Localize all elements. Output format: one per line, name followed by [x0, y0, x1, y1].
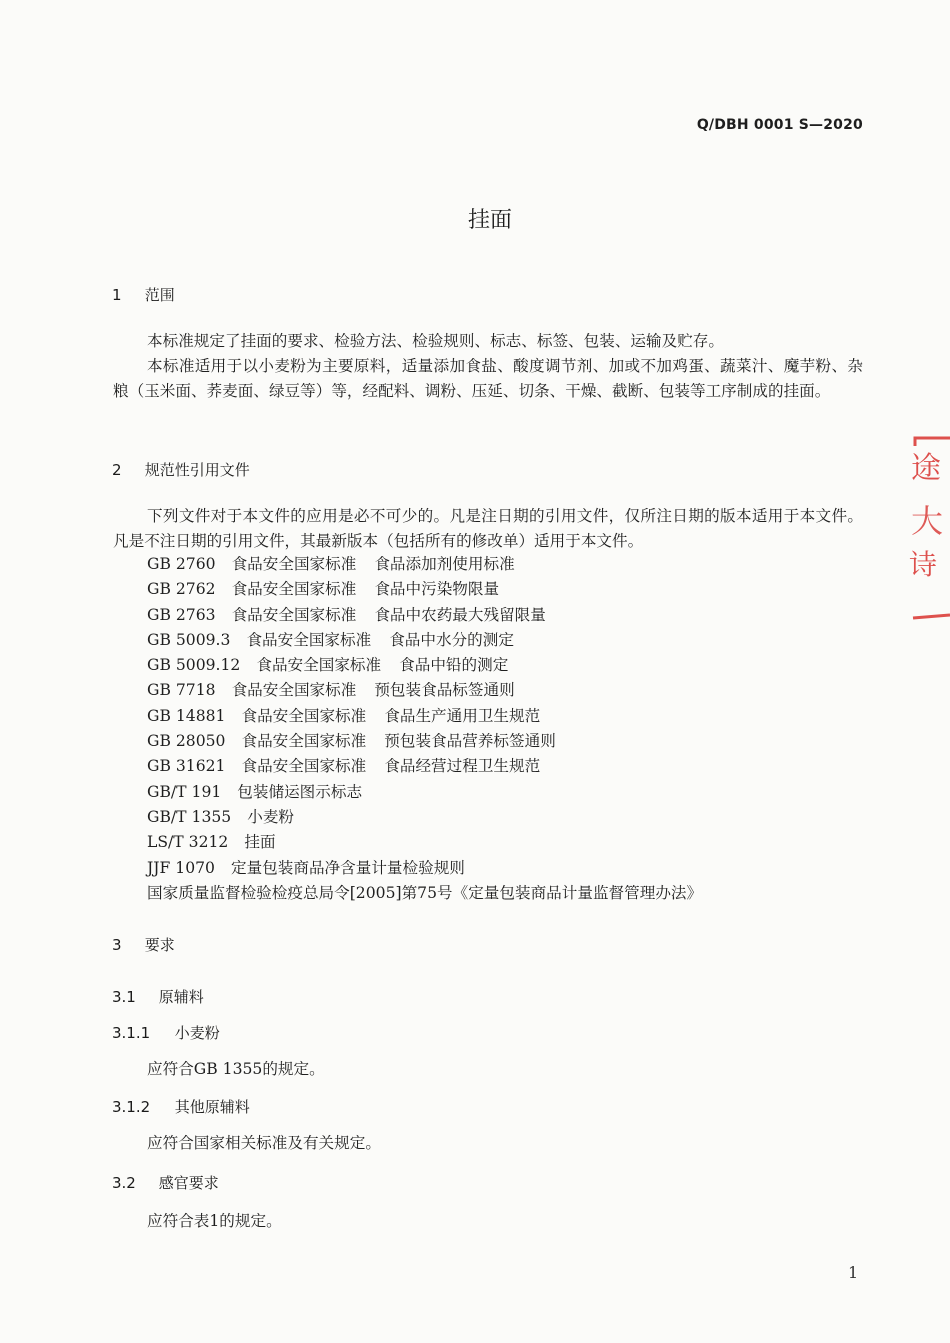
- reference-title: 食品安全国家标准: [231, 555, 357, 573]
- reference-title: 食品安全国家标准: [241, 757, 367, 776]
- reference-item: [147, 805, 556, 830]
- page-number: 1: [848, 1263, 859, 1282]
- reference-code: GB 14881: [147, 706, 226, 725]
- reference-code: GB 31621: [147, 757, 226, 776]
- section-3-1-heading: [112, 986, 204, 1007]
- reference-subtitle: 食品中水分的测定: [389, 630, 514, 649]
- reference-code: GB 5009.3: [147, 630, 231, 649]
- section-number: 3: [112, 936, 122, 954]
- section-1-heading: [112, 284, 175, 305]
- section-number: 1: [112, 286, 122, 304]
- section-3-1-1-text: 应符合GB 1355的规定。: [147, 1060, 325, 1078]
- references-intro: 下列文件对于本文件的应用是必不可少的。凡是注日期的引用文件，仅所注日期的版本适用于本文件。凡是不注日期的引用文件，其最新版本（包括所有的修改单）适用于本文件。: [113, 507, 863, 550]
- reference-title: 食品安全国家标准: [246, 630, 372, 649]
- section-number: 2: [112, 461, 122, 479]
- scope-paragraph-2: 本标准适用于以小麦粉为主要原料，适量添加食盐、酸度调节剂、加或不加鸡蛋、蔬菜汁、魔芋粉、杂粮（玉米面、荞麦面、绿豆等）等，经配料、调粉、压延、切条、干燥、截断、包装等工序制成的挂面。: [113, 357, 863, 400]
- reference-order: 国家质量监督检验检疫总局令[2005]第75号《定量包装商品计量监督管理办法》: [147, 884, 703, 902]
- reference-subtitle: 食品经营过程卫生规范: [384, 757, 541, 776]
- section-title: 要求: [144, 936, 175, 954]
- section-3-1-2-text: 应符合国家相关标准及有关规定。: [147, 1134, 381, 1152]
- reference-item: [147, 552, 556, 577]
- section-title: 其他原辅料: [174, 1098, 250, 1116]
- document-code: Q/DBH 0001 S—2020: [696, 117, 863, 133]
- reference-subtitle: 预包装食品营养标签通则: [384, 732, 556, 751]
- reference-item: [147, 603, 556, 628]
- section-3-1-2-heading: [112, 1096, 250, 1117]
- reference-title: 食品安全国家标准: [231, 580, 357, 599]
- reference-title: 小麦粉: [247, 807, 295, 826]
- reference-code: JJF 1070: [147, 858, 215, 877]
- section-title: 范围: [144, 286, 175, 304]
- reference-code: GB 28050: [147, 732, 226, 751]
- section-number: 3.1.1: [112, 1024, 151, 1042]
- seal-stamp: [903, 432, 950, 624]
- reference-subtitle: 食品中铅的测定: [399, 656, 509, 675]
- reference-code: GB 2760: [147, 555, 216, 573]
- reference-list: [147, 552, 556, 881]
- section-2-heading: [112, 459, 250, 480]
- reference-title: 食品安全国家标准: [256, 656, 382, 675]
- reference-item: [147, 628, 556, 653]
- reference-title: 包装储运图示标志: [237, 782, 363, 801]
- reference-item: [147, 704, 556, 729]
- section-3-heading: [112, 934, 175, 955]
- seal-char-3: 诗: [909, 548, 938, 581]
- seal-char-1: 途: [911, 451, 941, 486]
- reference-code: GB 2762: [147, 580, 216, 599]
- section-title: 规范性引用文件: [144, 461, 250, 479]
- section-3-1-1-heading: [112, 1022, 220, 1043]
- reference-code: GB 7718: [147, 681, 216, 700]
- reference-code: GB 5009.12: [147, 656, 241, 675]
- reference-subtitle: 预包装食品标签通则: [374, 681, 515, 700]
- reference-subtitle: 食品生产通用卫生规范: [384, 706, 541, 725]
- reference-item: [147, 577, 556, 602]
- reference-item: [147, 856, 556, 881]
- reference-item: [147, 754, 556, 779]
- reference-code: GB/T 191: [147, 782, 222, 801]
- scope-paragraph-1: 本标准规定了挂面的要求、检验方法、检验规则、标志、标签、包装、运输及贮存。: [147, 332, 724, 350]
- seal-char-2: 大: [911, 502, 944, 540]
- reference-code: LS/T 3212: [147, 833, 229, 852]
- reference-item: [147, 830, 556, 855]
- reference-title: 定量包装商品净含量计量检验规则: [230, 858, 465, 877]
- reference-title: 食品安全国家标准: [241, 706, 367, 725]
- reference-item: [147, 729, 556, 754]
- section-title: 原辅料: [158, 988, 204, 1006]
- reference-title: 食品安全国家标准: [231, 605, 357, 624]
- reference-item: [147, 653, 556, 678]
- reference-title: 食品安全国家标准: [241, 732, 367, 751]
- reference-subtitle: 食品中农药最大残留限量: [374, 605, 546, 624]
- reference-item: [147, 678, 556, 703]
- reference-item: [147, 780, 556, 805]
- document-title: 挂面: [467, 208, 512, 233]
- section-title: 感官要求: [158, 1174, 219, 1192]
- section-number: 3.2: [112, 1174, 136, 1192]
- section-number: 3.1.2: [112, 1098, 151, 1116]
- section-3-2-text: 应符合表1的规定。: [147, 1212, 282, 1230]
- section-title: 小麦粉: [174, 1024, 220, 1042]
- reference-code: GB 2763: [147, 605, 216, 624]
- reference-title: 挂面: [244, 833, 276, 852]
- reference-title: 食品安全国家标准: [231, 681, 357, 700]
- section-3-2-heading: [112, 1172, 219, 1193]
- reference-subtitle: 食品添加剂使用标准: [374, 555, 515, 573]
- section-number: 3.1: [112, 988, 136, 1006]
- reference-subtitle: 食品中污染物限量: [374, 580, 500, 599]
- reference-code: GB/T 1355: [147, 807, 232, 826]
